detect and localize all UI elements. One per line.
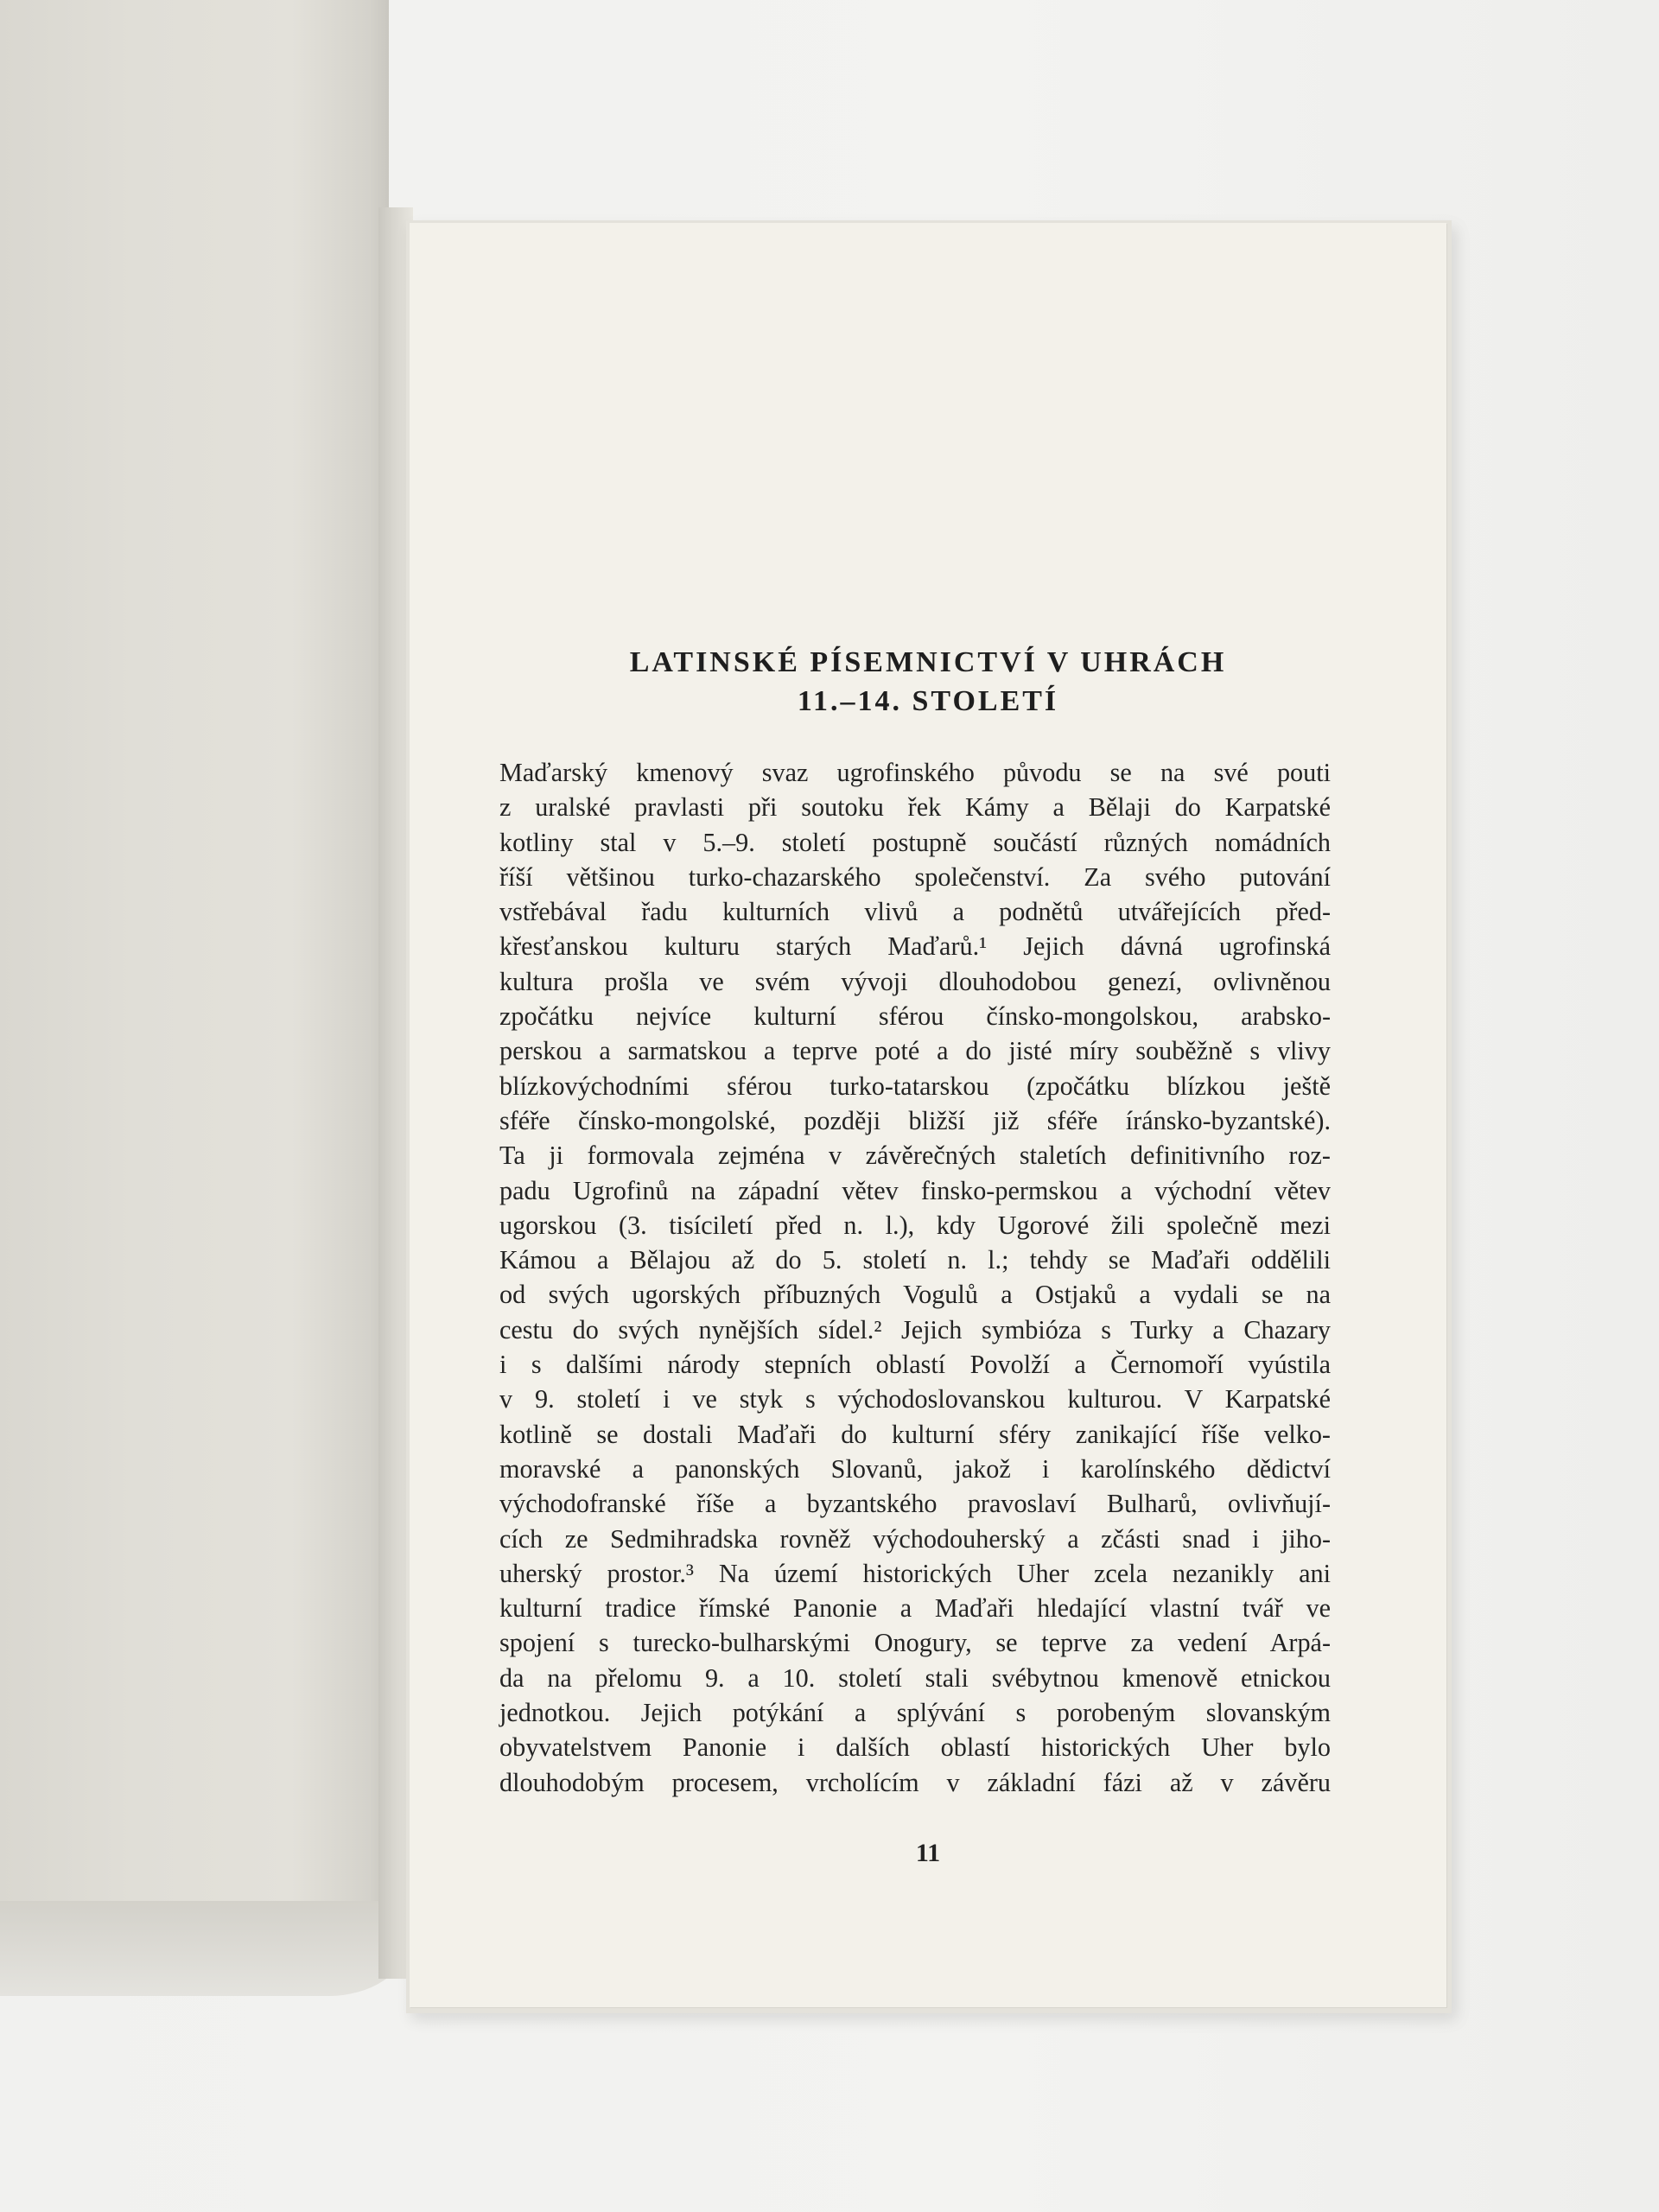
- text-line: dlouhodobým procesem, vrcholícím v základní fázi až v závěru: [499, 1767, 1331, 1797]
- text-line: kultura prošla ve svém vývoji dlouhodobou genezí, ovlivněnou: [499, 966, 1331, 996]
- text-line: vstřebával řadu kulturních vlivů a podnětů utvářejících před-: [499, 897, 1331, 927]
- text-line: cestu do svých nynějších sídel.² Jejich symbióza s Turky a Chazary: [499, 1314, 1331, 1344]
- text-line: perskou a sarmatskou a teprve poté a do jisté míry souběžně s vlivy: [499, 1036, 1331, 1066]
- body-text: [499, 755, 1331, 1800]
- text-line: i s dalšími národy stepních oblastí Povolží a Černomoří vyústila: [499, 1350, 1331, 1380]
- text-line: kotliny stal v 5.–9. století postupně součástí různých nomádních: [499, 827, 1331, 857]
- text-line: ugorskou (3. tisíciletí před n. l.), kdy Ugorové žili společně mezi: [499, 1210, 1331, 1240]
- page-number: 11: [915, 1839, 941, 1867]
- text-line: padu Ugrofinů na západní větev finsko-permskou a východní větev: [499, 1175, 1331, 1205]
- text-line: Maďarský kmenový svaz ugrofinského původu se na své pouti: [499, 758, 1331, 787]
- text-line: moravské a panonských Slovanů, jakož i karolínského dědictví: [499, 1453, 1331, 1484]
- text-line: Ta ji formovala zejména v závěrečných staletích definitivního roz-: [499, 1141, 1331, 1171]
- text-line: kulturní tradice římské Panonie a Maďaři hledající vlastní tvář ve: [499, 1593, 1331, 1624]
- text-line: sféře čínsko-mongolské, později bližší již sféře íránsko-byzantské).: [499, 1105, 1331, 1135]
- text-line: kotlině se dostali Maďaři do kulturní sféry zanikající říše velko-: [499, 1419, 1331, 1449]
- text-line: východofranské říše a byzantského pravoslaví Bulharů, ovlivňují-: [499, 1489, 1331, 1519]
- text-line: blízkovýchodními sférou turko-tatarskou (zpočátku blízkou ještě: [499, 1071, 1331, 1101]
- text-line: křesťanskou kulturu starých Maďarů.¹ Jejich dávná ugrofinská: [499, 931, 1331, 962]
- text-line: jednotkou. Jejich potýkání a splývání s porobeným slovanským: [499, 1698, 1331, 1728]
- text-line: od svých ugorských příbuzných Vogulů a Ostjaků a vydali se na: [499, 1280, 1331, 1310]
- left-facing-page: [0, 0, 389, 1979]
- text-line: říší většinou turko-chazarského společenství. Za svého putování: [499, 861, 1331, 892]
- text-line: zpočátku nejvíce kulturní sférou čínsko-mongolskou, arabsko-: [499, 1001, 1331, 1032]
- text-line: da na přelomu 9. a 10. století stali svébytnou kmenově etnickou: [499, 1662, 1331, 1693]
- left-page-edge: [0, 1901, 406, 1996]
- text-line: Kámou a Bělajou až do 5. století n. l.; tehdy se Maďaři oddělili: [499, 1245, 1331, 1275]
- right-page: [410, 223, 1446, 2007]
- text-line: uherský prostor.³ Na území historických Uher zcela nezanikly ani: [499, 1558, 1331, 1588]
- text-line: obyvatelstvem Panonie i dalších oblastí historických Uher bylo: [499, 1732, 1331, 1763]
- chapter-title: LATINSKÉ PÍSEMNICTVÍ V UHRÁCH: [629, 646, 1227, 678]
- text-line: v 9. století i ve styk s východoslovanskou kulturou. V Karpatské: [499, 1384, 1331, 1414]
- text-line: spojení s turecko-bulharskými Onogury, se teprve za vedení Arpá-: [499, 1628, 1331, 1658]
- text-line: z uralské pravlasti při soutoku řek Kámy a Bělaji do Karpatské: [499, 792, 1331, 823]
- chapter-subtitle: 11.–14. STOLETÍ: [797, 685, 1059, 717]
- text-line: cích ze Sedmihradska rovněž východouherský a zčásti snad i jiho-: [499, 1523, 1331, 1554]
